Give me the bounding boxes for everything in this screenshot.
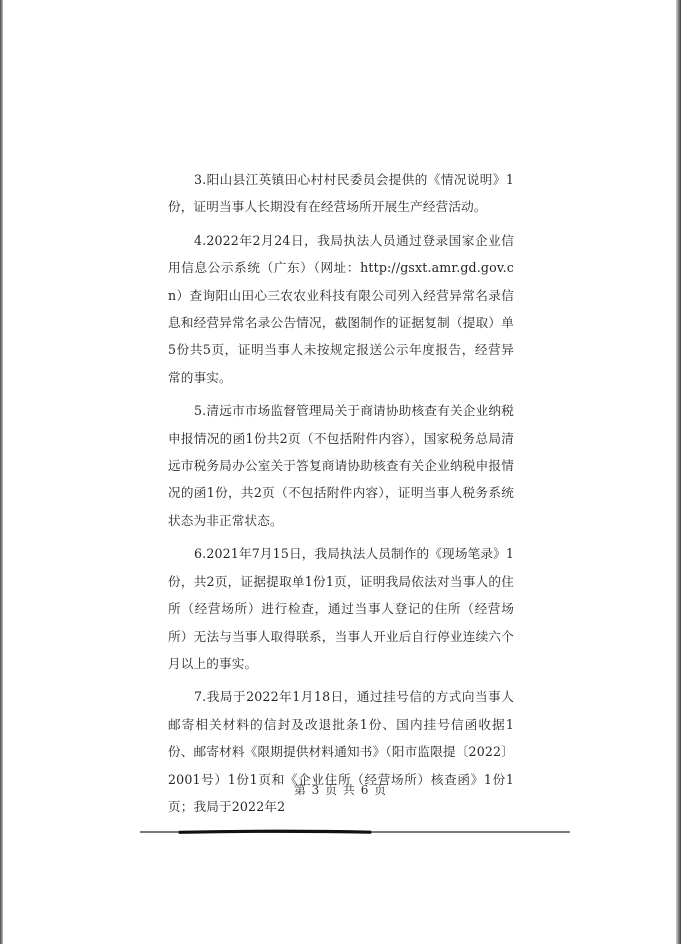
scan-border-left xyxy=(0,0,3,944)
paragraph-evidence-5: 5.清远市市场监督管理局关于商请协助核查有关企业纳税申报情况的函1份共2页（不包括附件内容），国家税务总局清远市税务局办公室关于答复商请协助核查有关企业纳税申报情况的函1份，共2页（不包括附件内容），证明当事人税务系统状态为非正常状态。 xyxy=(168,403,514,528)
scan-bottom-line xyxy=(140,829,570,835)
page-number-footer: 第 3 页 共 6 页 xyxy=(293,783,388,797)
paragraph-evidence-3: 3.阳山县江英镇田心村村民委员会提供的《情况说明》1份，证明当事人长期没有在经营场所开展生产经营活动。 xyxy=(168,172,514,215)
document-body xyxy=(168,166,514,820)
scan-border-right xyxy=(676,0,681,944)
paragraph-evidence-4: 4.2022年2月24日，我局执法人员通过登录国家企业信用信息公示系统（广东）（网址：http://gsxt.amr.gd.gov.cn）查询阳山田心三农农业科技有限公司列入经营异常名录信息和经营异常名录公告情况，截图制作的证据复制（提取）单5份共5页，证明当事人未按规定报送公示年度报告，经营异常的事实。 xyxy=(168,232,514,385)
paragraph-evidence-7: 7.我局于2022年1月18日，通过挂号信的方式向当事人邮寄相关材料的信封及改退批条1份、国内挂号信函收据1份、邮寄材料《限期提供材料通知书》（阳市监限提〔2022〕2001号）1份1页和《企业住所（经营场所）核查函》1份1页；我局于2022年2 xyxy=(168,689,514,814)
paragraph-evidence-6: 6.2021年7月15日，我局执法人员制作的《现场笔录》1份，共2页，证据提取单1份1页，证明我局依法对当事人的住所（经营场所）进行检查，通过当事人登记的住所（经营场所）无法与当事人取得联系，当事人开业后自行停业连续六个月以上的事实。 xyxy=(168,546,514,671)
